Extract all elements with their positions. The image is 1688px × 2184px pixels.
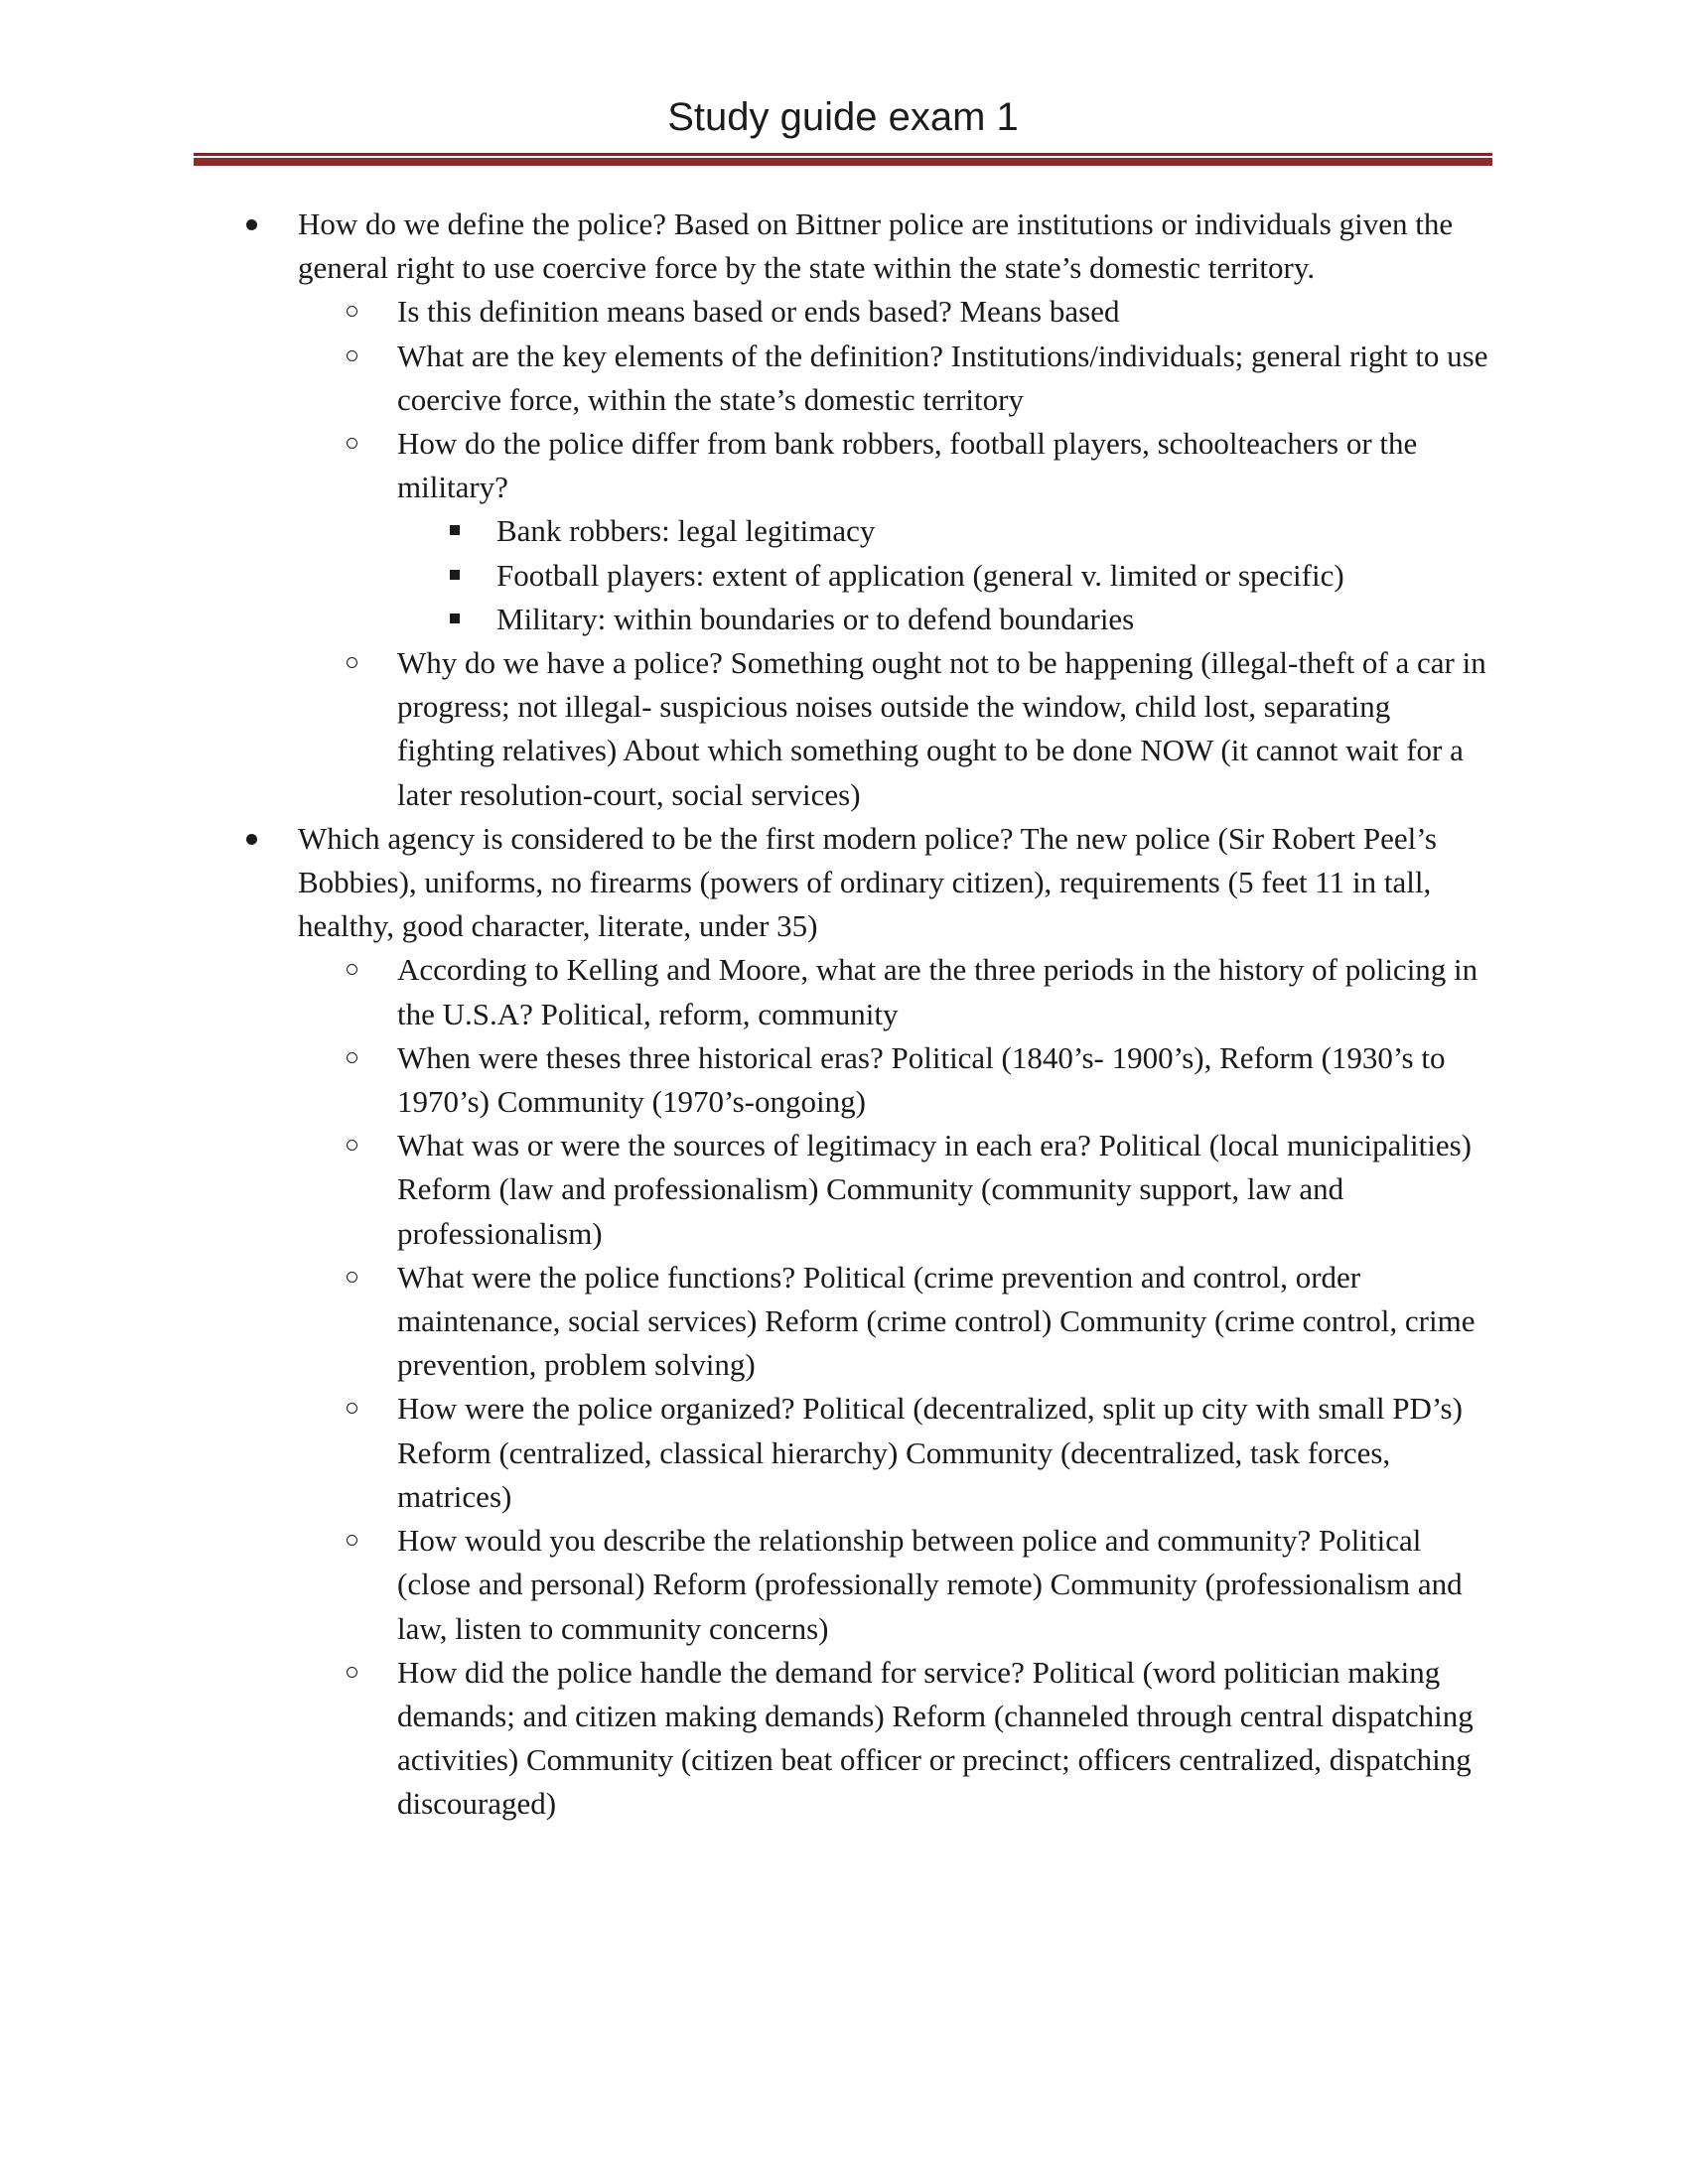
bullet-circle-icon xyxy=(347,350,357,361)
list-item xyxy=(496,598,1489,641)
bullet-circle-icon xyxy=(347,964,357,975)
page-title: Study guide exam 1 xyxy=(667,95,1019,139)
sub-point-text: How do the police differ from bank robbers, football players, schoolteachers or the military? xyxy=(397,426,1418,505)
bullet-dot-icon xyxy=(246,834,257,845)
list-item xyxy=(397,290,1489,334)
divider-thick-line xyxy=(194,158,1492,166)
sub-point-text: When were theses three historical eras? Political (1840’s- 1900’s), Reform (1930’s to 1970’s) Community (1970’s-ongoing) xyxy=(397,1039,1446,1120)
bullet-circle-icon xyxy=(347,1535,357,1546)
bullet-circle-icon xyxy=(347,1052,357,1063)
nested-point-text: Bank robbers: legal legitimacy xyxy=(496,513,876,549)
list-item xyxy=(397,335,1489,422)
sub-point-text: Why do we have a police? Something ought not to be happening (illegal-theft of a car in progress; not illegal- suspicious noises outside the window, child lost, separating fighting relatives) About which something ought to be done NOW (it cannot wait for a later resolution-court, social services) xyxy=(397,645,1486,812)
bullet-dot-icon xyxy=(246,219,257,230)
sub-list xyxy=(397,948,1489,1826)
bullet-square-icon xyxy=(450,525,460,535)
sub-point-text: What were the police functions? Political (crime prevention and control, order maintenance, social services) Reform (crime control) Community (crime control, crime prevention, problem solving) xyxy=(397,1259,1476,1383)
list-item xyxy=(397,948,1489,1035)
list-item xyxy=(496,554,1489,598)
main-list xyxy=(0,203,1688,1827)
sub-point-text: What are the key elements of the definition? Institutions/individuals; general right to use coercive force, within the state’s domestic territory xyxy=(397,338,1488,417)
nested-point-text: Football players: extent of application (general v. limited or specific) xyxy=(496,557,1344,593)
bullet-circle-icon xyxy=(347,438,357,449)
main-point-text: How do we define the police? Based on Bittner police are institutions or individuals given the general right to use coercive force by the state within the state’s domestic territory. xyxy=(298,206,1454,286)
list-item xyxy=(397,1651,1489,1827)
bullet-square-icon xyxy=(450,570,460,580)
divider-thin-line xyxy=(194,153,1492,156)
list-item xyxy=(0,817,1489,1827)
bullet-circle-icon xyxy=(347,306,357,317)
list-item xyxy=(397,1387,1489,1519)
list-item xyxy=(397,1124,1489,1256)
list-item xyxy=(397,1036,1489,1124)
sub-point-text: What was or were the sources of legitimacy in each era? Political (local municipalities) Reform (law and professionalism) Community (community support, law and professionalism) xyxy=(397,1128,1472,1251)
bullet-circle-icon xyxy=(347,1667,357,1678)
sub-point-text: How would you describe the relationship between police and community? Political (close and personal) Reform (professionally remote) Community (professionalism and law, listen to community concerns) xyxy=(397,1523,1463,1646)
bullet-circle-icon xyxy=(347,657,357,668)
bullet-circle-icon xyxy=(347,1140,357,1151)
bullet-square-icon xyxy=(450,614,460,623)
nested-list xyxy=(496,509,1489,641)
bullet-circle-icon xyxy=(347,1403,357,1414)
bullet-circle-icon xyxy=(347,1272,357,1283)
main-point-text: Which agency is considered to be the first modern police? The new police (Sir Robert Peel’s Bobbies), uniforms, no firearms (powers of ordinary citizen), requirements (5 feet 11 in tall, healthy, good character, literate, under 35) xyxy=(298,820,1437,944)
nested-point-text: Military: within boundaries or to defend boundaries xyxy=(496,601,1135,636)
list-item xyxy=(496,509,1489,553)
sub-point-text: Is this definition means based or ends based? Means based xyxy=(397,294,1120,330)
sub-point-text: How were the police organized? Political (decentralized, split up city with small PD’s) Reform (centralized, classical hierarchy) Community (decentralized, task forces, matrices) xyxy=(397,1391,1463,1514)
list-item xyxy=(397,641,1489,817)
list-item xyxy=(397,422,1489,641)
title-divider xyxy=(194,153,1492,166)
list-item xyxy=(397,1256,1489,1388)
sub-point-text: How did the police handle the demand for service? Political (word politician making demands; and citizen making demands) Reform (channeled through central dispatching activities) Community (citizen beat officer or precinct; officers centralized, dispatching discouraged) xyxy=(397,1654,1474,1822)
sub-point-text: According to Kelling and Moore, what are the three periods in the history of policing in the U.S.A? Political, reform, community xyxy=(397,952,1478,1031)
list-item xyxy=(0,203,1489,817)
list-item xyxy=(397,1519,1489,1651)
sub-list xyxy=(397,290,1489,816)
study-guide-content xyxy=(0,203,1688,1827)
